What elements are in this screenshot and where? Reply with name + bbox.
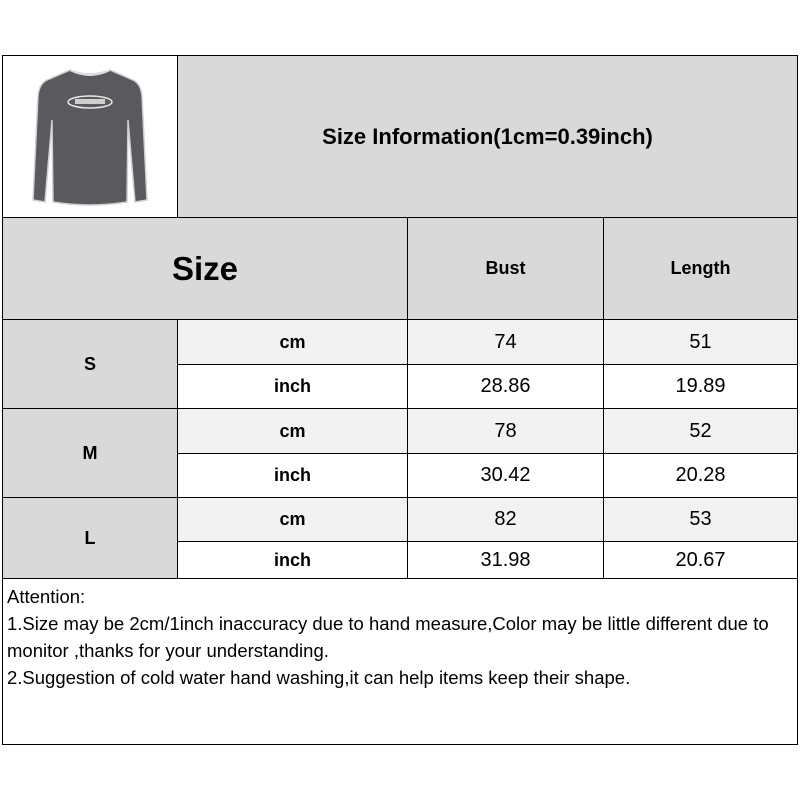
unit-cm: cm <box>178 498 408 542</box>
l-length-cm: 53 <box>604 498 797 542</box>
size-label-s: S <box>3 320 178 409</box>
unit-inch: inch <box>178 542 408 579</box>
notes-heading: Attention: <box>7 586 86 607</box>
unit-cm: cm <box>178 409 408 454</box>
s-length-cm: 51 <box>604 320 797 365</box>
l-bust-inch: 31.98 <box>408 542 604 579</box>
size-label-m: M <box>3 409 178 498</box>
unit-inch: inch <box>178 365 408 409</box>
m-length-inch: 20.28 <box>604 454 797 498</box>
m-bust-cm: 78 <box>408 409 604 454</box>
size-column-header: Size <box>3 218 408 320</box>
page-title: Size Information(1cm=0.39inch) <box>178 56 797 218</box>
s-length-inch: 19.89 <box>604 365 797 409</box>
notes-line-1: 1.Size may be 2cm/1inch inaccuracy due to hand measure,Color may be little different due to monitor ,thanks for your understanding. <box>7 613 769 661</box>
l-bust-cm: 82 <box>408 498 604 542</box>
product-image <box>3 56 178 218</box>
bust-column-header: Bust <box>408 218 604 320</box>
s-bust-inch: 28.86 <box>408 365 604 409</box>
l-length-inch: 20.67 <box>604 542 797 579</box>
notes-line-2: 2.Suggestion of cold water hand washing,it can help items keep their shape. <box>7 667 631 688</box>
unit-cm: cm <box>178 320 408 365</box>
unit-inch: inch <box>178 454 408 498</box>
s-bust-cm: 74 <box>408 320 604 365</box>
size-chart <box>2 55 798 745</box>
size-label-l: L <box>3 498 178 579</box>
attention-notes <box>3 579 797 744</box>
length-column-header: Length <box>604 218 797 320</box>
m-length-cm: 52 <box>604 409 797 454</box>
m-bust-inch: 30.42 <box>408 454 604 498</box>
long-sleeve-top-icon <box>25 62 155 212</box>
